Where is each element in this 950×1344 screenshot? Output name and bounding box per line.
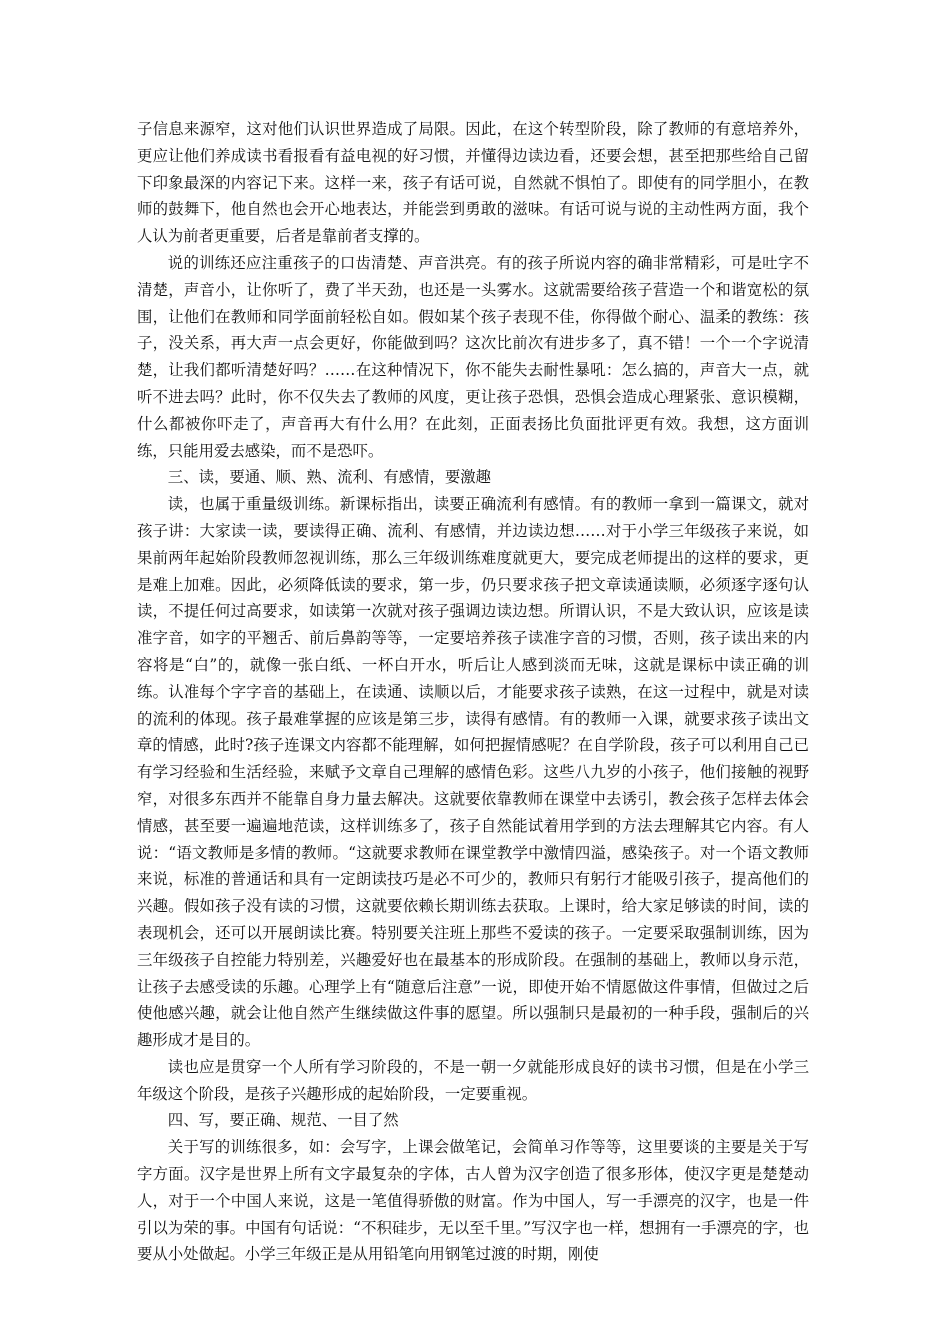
- paragraph-3: 读，也属于重量级训练。新课标指出，读要正确流利有感情。有的教师一拿到一篇课文，就对孩子讲：大家读一读，要读得正确、流利、有感情，并边读边想……对于小学三年级孩子来说，如果前两年起始阶段教师忽视训练，那么三年级训练难度就更大，要完成老师提出的这样的要求，更是难上加难。因此，必须降低读的要求，第一步，仍只要求孩子把文章读通读顺，必须逐字逐句认读，不提任何过高要求，如读第一次就对孩子强调边读边想。所谓认识，不是大致认识，应该是读准字音，如字的平翘舌、前后鼻韵等等，一定要培养孩子读准字音的习惯，否则，孩子读出来的内容将是“白”的，就像一张白纸、一杯白开水，听后让人感到淡而无味，这就是课标中读正确的训练。认准每个字字音的基础上，在读通、读顺以后，才能要求孩子读熟，在这一过程中，就是对读的流利的体现。孩子最难掌握的应该是第三步，读得有感情。有的教师一入课，就要求孩子读出文章的情感，此时?孩子连课文内容都不能理解，如何把握情感呢？在自学阶段，孩子可以利用自己已有学习经验和生活经验，来赋予文章自己理解的感情色彩。这些八九岁的小孩子，他们接触的视野窄，对很多东西并不能靠自身力量去解决。这就要依靠教师在课堂中去诱引，教会孩子怎样去体会情感，甚至要一遍遍地范读，这样训练多了，孩子自然能试着用学到的方法去理解其它内容。有人说：“语文教师是多情的教师。“这就要求教师在课堂教学中激情四溢，感染孩子。对一个语文教师来说，标准的普通话和具有一定朗读技巧是必不可少的，教师只有躬行才能吸引孩子，提高他们的兴趣。假如孩子没有读的习惯，这就要依赖长期训练去获取。上课时，给大家足够读的时间，读的表现机会，还可以开展朗读比赛。特别要关注班上那些不爱读的孩子。一定要采取强制训练，因为三年级孩子自控能力特别差，兴趣爱好也在最基本的形成阶段。在强制的基础上，教师以身示范，让孩子去感受读的乐趣。心理学上有“随意后注意”一说，即使开始不情愿做这件事情，但做过之后使他感兴趣，就会让他自然产生继续做这件事的愿望。所以强制只是最初的一种手段，强制后的兴趣形成才是目的。: [137, 495, 809, 1050]
- paragraph-2: 说的训练还应注重孩子的口齿清楚、声音洪亮。有的孩子所说内容的确非常精彩，可是吐字不清楚，声音小，让你听了，费了半天劲，也还是一头雾水。这就需要给孩子营造一个和谐宽松的氛围，让他们在教师和同学面前轻松自如。假如某个孩子表现不佳，你得做个耐心、温柔的教练：孩子，没关系，再大声一点会更好，你能做到吗？这次比前次有进步多了，真不错！一个一个字说清楚，让我们都听清楚好吗？……在这种情况下，你不能失去耐性暴吼：怎么搞的，声音大一点，就听不进去吗？此时，你不仅失去了教师的风度，更让孩子恐惧，恐惧会造成心理紧张、意识模糊，什么都被你吓走了，声音再大有什么用？在此刻，正面表扬比负面批评更有效。我想，这方面训练，只能用爱去感染，而不是恐吓。: [137, 253, 809, 460]
- section-heading-4: 四、写，要正确、规范、一目了然: [167, 1111, 399, 1130]
- paragraph-1: 子信息来源窄，这对他们认识世界造成了局限。因此，在这个转型阶段，除了教师的有意培养外，更应让他们养成读书看报看有益电视的好习惯，并懂得边读边看，还要会想，甚至把那些给自己留下印象最深的内容记下来。这样一来，孩子有话可说，自然就不惧怕了。即使有的同学胆小，在教师的鼓舞下，他自然也会开心地表达，并能尝到勇敢的滋味。有话可说与说的主动性两方面，我个人认为前者更重要，后者是靠前者支撑的。: [137, 120, 809, 246]
- document-page: [137, 116, 809, 1268]
- paragraph-4: 读也应是贯穿一个人所有学习阶段的，不是一朝一夕就能形成良好的读书习惯，但是在小学三年级这个阶段，是孩子兴趣形成的起始阶段，一定要重视。: [137, 1057, 809, 1103]
- section-heading-3: 三、读，要通、顺、熟、流利、有感情，要激趣: [167, 468, 492, 487]
- paragraph-5: 关于写的训练很多，如：会写字，上课会做笔记，会简单习作等等，这里要谈的主要是关于写字方面。汉字是世界上所有文字最复杂的字体，古人曾为汉字创造了很多形体，使汉字更是楚楚动人，对于一个中国人来说，这是一笔值得骄傲的财富。作为中国人，写一手漂亮的汉字，也是一件引以为荣的事。中国有句话说：“不积硅步，无以至千里。”写汉字也一样，想拥有一手漂亮的字，也要从小处做起。小学三年级正是从用铅笔向用钢笔过渡的时期，刚使: [137, 1138, 809, 1264]
